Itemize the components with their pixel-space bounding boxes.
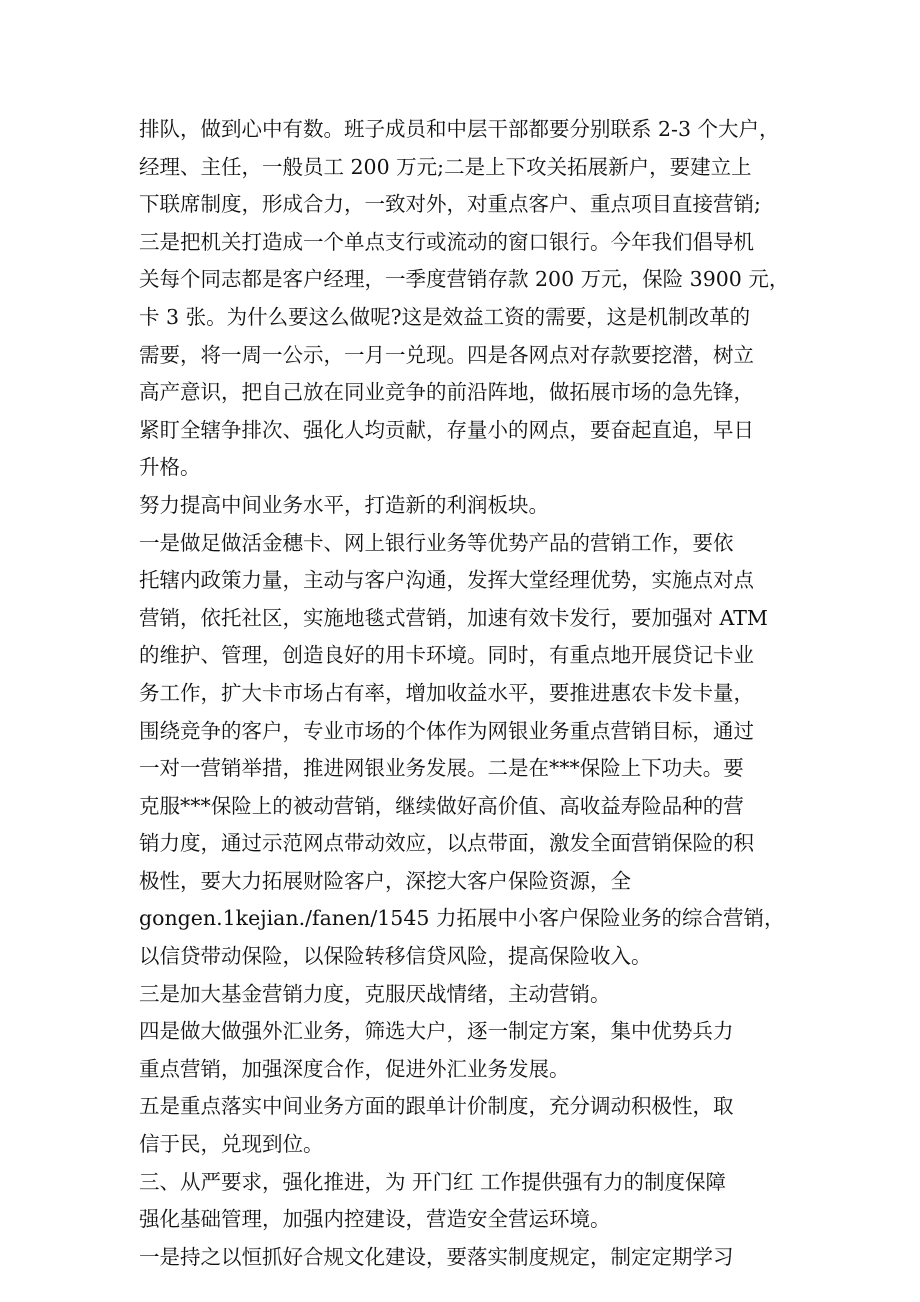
body-text — [139, 111, 789, 1276]
text-line: 五是重点落实中间业务方面的跟单计价制度，充分调动积极性，取 — [139, 1094, 734, 1119]
text-line: 销力度，通过示范网点带动效应，以点带面，激发全面营销保险的积 — [139, 831, 754, 856]
section-heading: 三、从严要求，强化推进，为 开门红 工作提供强有力的制度保障 — [139, 1169, 727, 1194]
text-line: 三是加大基金营销力度，克服厌战情绪，主动营销。 — [139, 981, 611, 1006]
text-line: 升格。 — [139, 455, 201, 480]
text-line: 极性，要大力拓展财险客户，深挖大客户保险资源，全 — [139, 868, 631, 893]
text-line: 下联席制度，形成合力，一致对外，对重点客户、重点项目直接营销; — [139, 192, 761, 217]
text-line: 三是把机关打造成一个单点支行或流动的窗口银行。今年我们倡导机 — [139, 229, 754, 254]
section-heading: 强化基础管理，加强内控建设，营造安全营运环境。 — [139, 1207, 611, 1232]
text-line: 一是持之以恒抓好合规文化建设，要落实制度规定，制定定期学习 — [139, 1244, 734, 1269]
text-line: 卡 3 张。为什么要这么做呢?这是效益工资的需要，这是机制改革的 — [139, 304, 751, 329]
text-line: 的维护、管理，创造良好的用卡环境。同时，有重点地开展贷记卡业 — [139, 643, 754, 668]
text-line: 托辖内政策力量，主动与客户沟通，发挥大堂经理优势，实施点对点 — [139, 568, 754, 593]
text-line: 紧盯全辖争排次、强化人均贡献，存量小的网点，要奋起直追，早日 — [139, 417, 754, 442]
text-line: 务工作，扩大卡市场占有率，增加收益水平，要推进惠农卡发卡量， — [139, 680, 754, 705]
text-line: 以信贷带动保险，以保险转移信贷风险，提高保险收入。 — [139, 944, 652, 969]
text-line: 克服***保险上的被动营销，继续做好高价值、高收益寿险品种的营 — [139, 793, 744, 818]
text-line: 信于民，兑现到位。 — [139, 1132, 324, 1157]
text-line: 经理、主任，一般员工 200 万元;二是上下攻关拓展新户，要建立上 — [139, 154, 752, 179]
text-line: 营销，依托社区，实施地毯式营销，加速有效卡发行，要加强对 ATM — [139, 605, 768, 630]
text-line: 一对一营销举措，推进网银业务发展。二是在***保险上下功夫。要 — [139, 756, 744, 781]
text-line: 重点营销，加强深度合作，促进外汇业务发展。 — [139, 1056, 570, 1081]
text-line: 一是做足做活金穗卡、网上银行业务等优势产品的营销工作，要依 — [139, 530, 734, 555]
text-line: 关每个同志都是客户经理，一季度营销存款 200 万元，保险 3900 元， — [139, 267, 790, 292]
text-line: 排队，做到心中有数。班子成员和中层干部都要分别联系 2-3 个大户， — [139, 117, 780, 141]
text-line: gongen.1kejian./fanen/1545 力拓展中小客户保险业务的综合营销， — [139, 906, 785, 931]
section-heading: 努力提高中间业务水平，打造新的利润板块。 — [139, 492, 549, 517]
text-line: 围绕竞争的客户，专业市场的个体作为网银业务重点营销目标，通过 — [139, 718, 754, 743]
text-line: 四是做大做强外汇业务，筛选大户，逐一制定方案，集中优势兵力 — [139, 1019, 734, 1044]
text-line: 需要，将一周一公示，一月一兑现。四是各网点对存款要挖潜，树立 — [139, 342, 754, 367]
text-line: 高产意识，把自己放在同业竞争的前沿阵地，做拓展市场的急先锋， — [139, 380, 754, 405]
